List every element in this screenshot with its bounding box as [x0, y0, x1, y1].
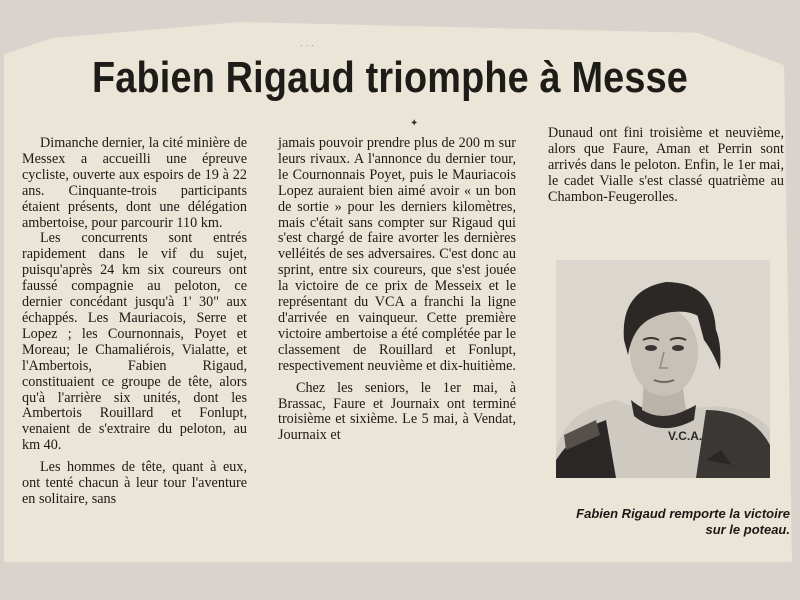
cyclist-photo — [556, 260, 770, 478]
bleed-through-text: · · · — [300, 40, 314, 50]
article-column-2 — [278, 136, 516, 444]
cyclist-portrait-image — [556, 260, 770, 478]
paragraph: Les hommes de tête, quant à eux, ont tenté chacun à leur tour l'aventure en solitaire, sans — [22, 459, 247, 507]
jersey-text: V.C.A. — [668, 429, 703, 443]
paragraph: Dimanche dernier, la cité minière de Messex a accueilli une épreuve cycliste, ouverte aux espoirs de 19 à 22 ans. Cinquante-trois participants étaient présents, dont une délégation ambertoise, pour parcourir 110 km. — [22, 135, 247, 231]
paragraph: jamais pouvoir prendre plus de 200 m sur leurs rivaux. A l'annonce du dernier tour, le Cournonnais Poyet, puis le Mauriacois Lopez auraient bien aimé avoir « un bon de sortie » pour les derniers kilomètres, mais c'était sans compter sur Rigaud qui s'est chargé de faire avorter les dernières velléités de ses adversaires. C'est donc au sprint, entre six coureurs, que s'est jouée la victoire de ce prix de Messeix et le représentant du VCA a franchi la ligne d'arrivée en vainqueur. Cette première victoire ambertoise a été complétée par le classement de Rouillard et Fonlupt, respectivement neuvième et dix-huitième. — [278, 135, 516, 374]
photo-caption: Fabien Rigaud remporte la victoire sur le poteau. — [576, 506, 790, 537]
paragraph: Les concurrents sont entrés rapidement dans le vif du sujet, puisqu'après 24 km six coureurs ont faussé compagnie au peloton, ce dernier concédant jusqu'à 1' 30" aux échappés. Les Mauriacois, Serre et Lopez ; les Cournonnais, Poyet et Moreau; le Chamaliérois, Vialatte, et l'Ambertois, Fabien Rigaud, constituaient ce groupe de tête, alors qu'à l'arrière six unités, dont les Ambertois Rouillard et Fonlupt, venaient de s'extraire du peloton, au km 40. — [22, 230, 247, 454]
separator-ornament: ✦ — [410, 118, 419, 129]
paragraph: Chez les seniors, le 1er mai, à Brassac, Faure et Journaix ont terminé troisième et sixième. Le 5 mai, à Vendat, Journaix et — [278, 379, 516, 444]
paragraph: Dunaud ont fini troisième et neuvième, alors que Faure, Aman et Perrin sont arrivés dans le peloton. Enfin, le 1er mai, le cadet Vialle s'est classé quatrième au Chambon-Feugerolles. — [548, 125, 784, 205]
article-column-3 — [548, 126, 784, 206]
article-headline: Fabien Rigaud triomphe à Messe — [92, 53, 689, 102]
article-column-1 — [22, 136, 247, 508]
